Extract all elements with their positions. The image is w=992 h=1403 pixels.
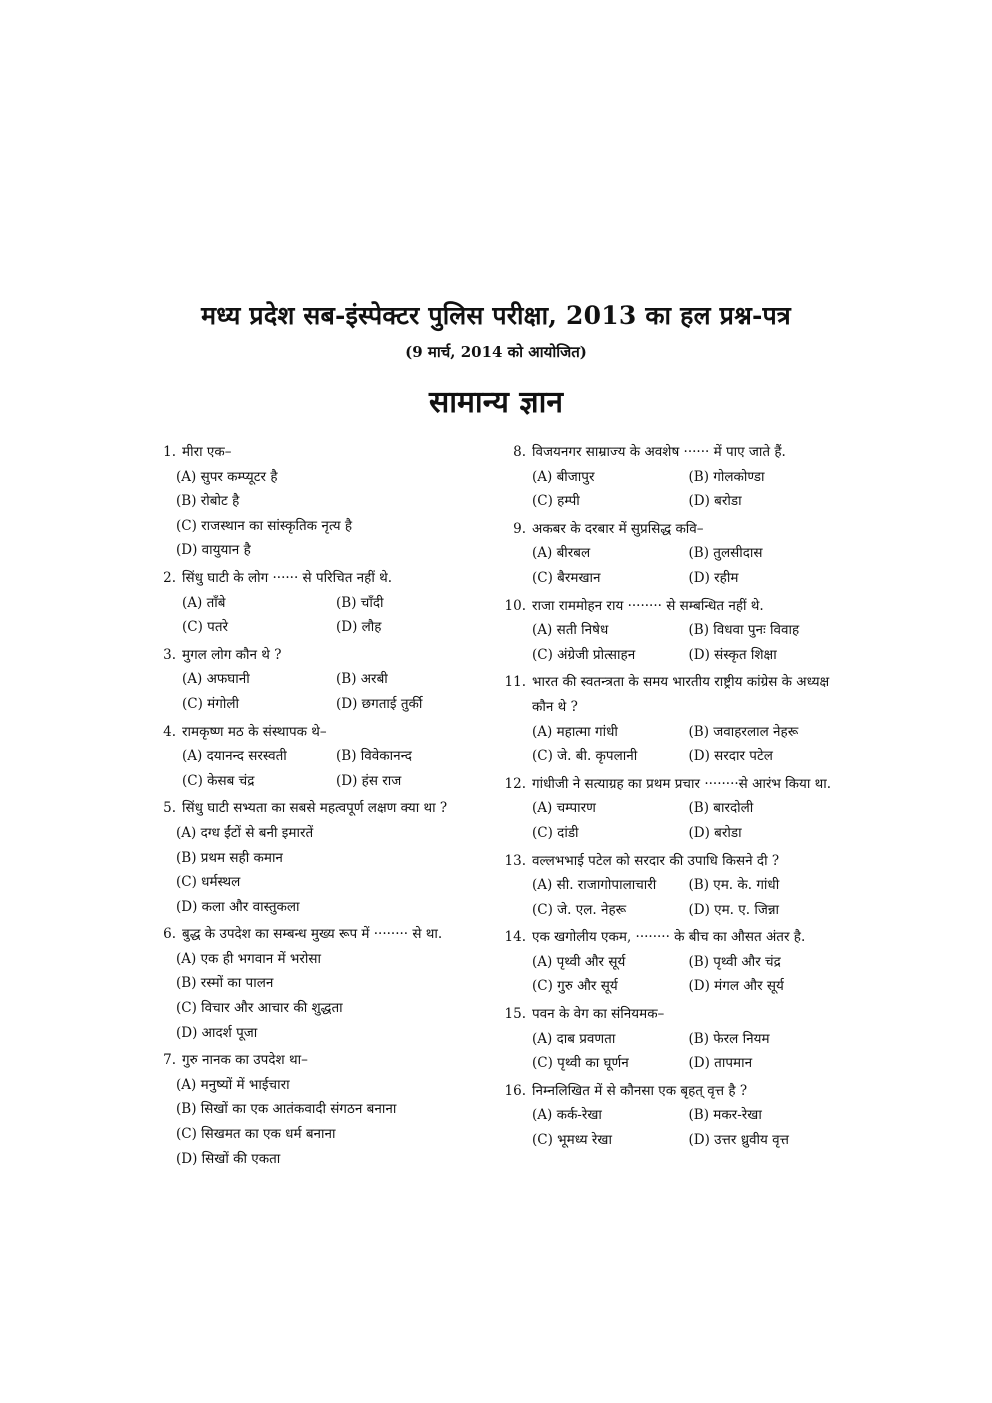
option-a: (A) दाब प्रवणता xyxy=(532,1030,616,1047)
section-heading: सामान्य ज्ञान xyxy=(428,385,564,420)
option-b: (B) प्रथम सही कमान xyxy=(176,849,283,866)
question-number: 6. xyxy=(163,926,176,943)
option-b: (B) सिखों का एक आतंकवादी संगठन बनाना xyxy=(176,1101,397,1118)
option-a: (A) पृथ्वी और सूर्य xyxy=(532,953,626,970)
option-b: (B) अरबी xyxy=(336,671,388,688)
option-d: (D) एम. ए. जिन्ना xyxy=(688,901,780,918)
option-c: (C) जे. बी. कृपलानी xyxy=(532,748,638,765)
option-c: (C) हम्पी xyxy=(532,493,580,510)
option-a: (A) चम्पारण xyxy=(532,800,596,817)
option-c: (C) जे. एल. नेहरू xyxy=(532,901,627,918)
option-a: (A) दयानन्द सरस्वती xyxy=(182,748,287,765)
option-b: (B) जवाहरलाल नेहरू xyxy=(688,723,799,740)
question-number: 12. xyxy=(504,775,526,792)
option-d: (D) सरदार पटेल xyxy=(688,748,773,765)
option-a: (A) सती निषेध xyxy=(532,622,609,639)
question-number: 15. xyxy=(504,1006,526,1023)
question-text: पवन के वेग का संनियमक– xyxy=(532,1006,665,1023)
option-b: (B) गोलकोण्डा xyxy=(688,468,765,485)
option-a: (A) महात्मा गांधी xyxy=(532,723,618,740)
option-d: (D) लौह xyxy=(336,619,382,636)
question-text: राजा राममोहन राय ········ से सम्बन्धित नहीं थे. xyxy=(532,597,764,614)
option-c: (C) अंग्रेजी प्रोत्साहन xyxy=(532,646,636,663)
question-15 xyxy=(500,1002,845,1076)
option-c: (C) सिखमत का एक धर्म बनाना xyxy=(176,1126,336,1143)
option-c: (C) राजस्थान का सांस्कृतिक नृत्य है xyxy=(176,517,353,534)
question-number: 4. xyxy=(163,723,176,740)
question-text: अकबर के दरबार में सुप्रसिद्ध कवि– xyxy=(532,520,704,537)
option-d: (D) आदर्श पूजा xyxy=(176,1024,258,1041)
option-a: (A) सी. राजागोपालाचारी xyxy=(532,877,657,894)
option-c: (C) दांडी xyxy=(532,824,579,841)
option-a: (A) एक ही भगवान में भरोसा xyxy=(176,950,322,967)
question-text: वल्लभभाई पटेल को सरदार की उपाधि किसने दी ? xyxy=(532,852,780,869)
option-b: (B) रोबोट है xyxy=(176,493,240,510)
question-1 xyxy=(150,440,490,563)
option-d: (D) रहीम xyxy=(688,569,739,586)
option-a: (A) अफघानी xyxy=(182,671,250,688)
option-a: (A) मनुष्यों में भाईचारा xyxy=(176,1076,290,1093)
option-b: (B) रस्मों का पालन xyxy=(176,975,274,992)
question-number: 13. xyxy=(504,852,526,869)
option-d: (D) मंगल और सूर्य xyxy=(688,978,784,995)
option-c: (C) बैरमखान xyxy=(532,569,601,586)
option-b: (B) तुलसीदास xyxy=(688,545,763,562)
question-text: निम्नलिखित में से कौनसा एक बृहत् वृत्त है ? xyxy=(532,1082,748,1099)
question-number: 10. xyxy=(504,597,526,614)
question-5 xyxy=(150,796,490,919)
page-title: मध्य प्रदेश सब-इंस्पेक्टर पुलिस परीक्षा, 2013 का हल प्रश्न-पत्र xyxy=(201,301,791,330)
option-a: (A) दग्ध ईंटों से बनी इमारतें xyxy=(176,824,314,841)
question-text: मीरा एक– xyxy=(182,444,232,460)
question-10 xyxy=(500,594,845,668)
option-c: (C) पतरे xyxy=(182,619,229,636)
option-a: (A) बीरबल xyxy=(532,545,591,562)
question-number: 14. xyxy=(504,929,526,946)
option-d: (D) वायुयान है xyxy=(176,542,251,559)
option-b: (B) चाँदी xyxy=(336,594,384,611)
option-b: (B) एम. के. गांधी xyxy=(688,877,780,894)
exam-date: (9 मार्च, 2014 को आयोजित) xyxy=(405,343,587,361)
option-b: (B) पृथ्वी और चंद्र xyxy=(688,953,781,970)
question-number: 5. xyxy=(163,800,176,817)
question-8 xyxy=(500,440,845,514)
option-b: (B) बारदोली xyxy=(688,800,754,817)
question-text: बुद्ध के उपदेश का सम्बन्ध मुख्य रूप में ········ से था. xyxy=(182,926,443,943)
option-d: (D) संस्कृत शिक्षा xyxy=(688,646,777,663)
question-text: सिंधु घाटी के लोग ······ से परिचित नहीं थे. xyxy=(182,569,393,586)
option-b: (B) मकर-रेखा xyxy=(688,1107,762,1124)
question-text: भारत की स्वतन्त्रता के समय भारतीय राष्ट्रीय कांग्रेस के अध्यक्ष कौन थे ? xyxy=(532,674,830,715)
option-d: (D) सिखों की एकता xyxy=(176,1150,281,1167)
question-3 xyxy=(150,643,490,717)
option-d: (D) हंस राज xyxy=(336,772,402,789)
right-column xyxy=(500,440,845,1156)
option-d: (D) तापमान xyxy=(688,1055,753,1072)
question-text: सिंधु घाटी सभ्यता का सबसे महत्वपूर्ण लक्षण क्या था ? xyxy=(182,800,448,817)
question-number: 2. xyxy=(163,569,176,586)
question-6 xyxy=(150,922,490,1045)
option-d: (D) छगताई तुर्की xyxy=(336,695,423,712)
question-2 xyxy=(150,566,490,640)
question-text: विजयनगर साम्राज्य के अवशेष ······ में पाए जाते हैं. xyxy=(532,444,786,460)
question-number: 11. xyxy=(504,674,526,691)
option-b: (B) विवेकानन्द xyxy=(336,748,412,765)
question-number: 16. xyxy=(504,1082,526,1099)
question-14 xyxy=(500,925,845,999)
option-c: (C) गुरु और सूर्य xyxy=(532,978,618,995)
option-d: (D) कला और वास्तुकला xyxy=(176,898,300,915)
option-d: (D) बरोडा xyxy=(688,824,742,841)
question-text: मुगल लोग कौन थे ? xyxy=(182,646,282,663)
question-12 xyxy=(500,772,845,846)
option-a: (A) सुपर कम्प्यूटर है xyxy=(176,468,278,485)
question-16 xyxy=(500,1079,845,1153)
option-c: (C) पृथ्वी का घूर्णन xyxy=(532,1055,629,1072)
option-b: (B) विधवा पुनः विवाह xyxy=(688,622,800,639)
question-13 xyxy=(500,849,845,923)
option-a: (A) बीजापुर xyxy=(532,468,595,485)
question-7 xyxy=(150,1048,490,1171)
option-c: (C) विचार और आचार की शुद्धता xyxy=(176,1000,343,1017)
question-text: रामकृष्ण मठ के संस्थापक थे– xyxy=(182,723,327,740)
question-number: 1. xyxy=(163,444,176,460)
question-number: 9. xyxy=(513,520,526,537)
question-11 xyxy=(500,670,845,768)
question-text: गांधीजी ने सत्याग्रह का प्रथम प्रचार ········से आरंभ किया था. xyxy=(532,775,832,792)
question-number: 7. xyxy=(163,1052,176,1069)
left-column xyxy=(150,440,490,1174)
question-4 xyxy=(150,720,490,794)
question-number: 3. xyxy=(163,646,176,663)
option-d: (D) उत्तर ध्रुवीय वृत्त xyxy=(688,1132,789,1149)
question-9 xyxy=(500,517,845,591)
question-number: 8. xyxy=(513,444,526,460)
option-a: (A) कर्क-रेखा xyxy=(532,1107,602,1124)
question-text: एक खगोलीय एकम, ········ के बीच का औसत अंतर है. xyxy=(532,929,806,946)
option-a: (A) ताँबे xyxy=(182,594,226,611)
option-c: (C) धर्मस्थल xyxy=(176,874,241,891)
question-text: गुरु नानक का उपदेश था– xyxy=(182,1052,308,1069)
option-c: (C) मंगोली xyxy=(182,695,239,712)
option-c: (C) भूमध्य रेखा xyxy=(532,1132,612,1149)
option-b: (B) फेरल नियम xyxy=(688,1030,770,1047)
option-d: (D) बरोडा xyxy=(688,493,742,510)
option-c: (C) केसब चंद्र xyxy=(182,772,255,789)
